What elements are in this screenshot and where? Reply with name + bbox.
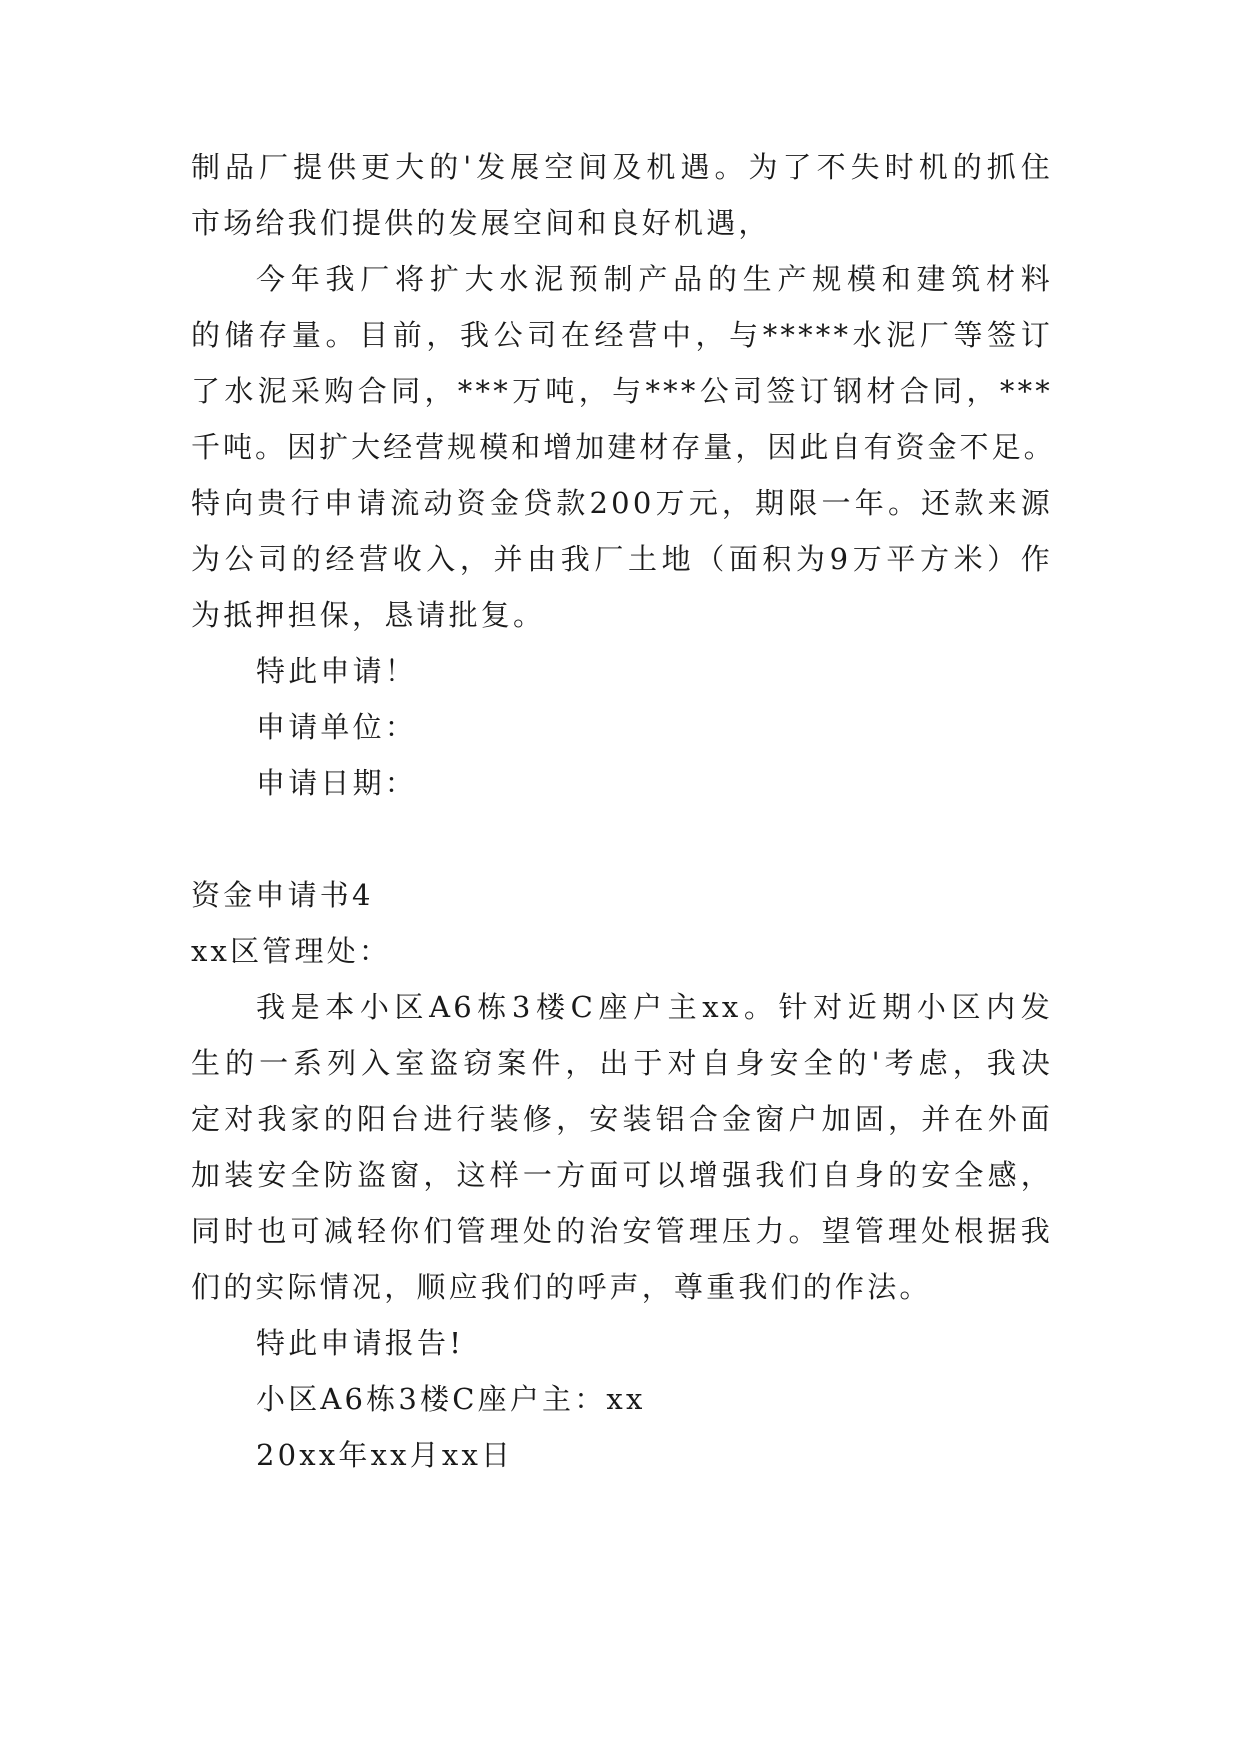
paragraph-line: 为公司的经营收入，并由我厂土地（面积为9万平方米）作 xyxy=(191,542,1053,576)
paragraph-line: 为抵押担保，恳请批复。 xyxy=(191,598,546,632)
paragraph-line: 今年我厂将扩大水泥预制产品的生产规模和建筑材料 xyxy=(256,262,1053,296)
signature: 小区A6栋3楼C座户主：xx xyxy=(256,1382,646,1416)
paragraph-line: 生的一系列入室盗窃案件，出于对自身安全的'考虑，我决 xyxy=(191,1046,1053,1080)
paragraph-line: 了水泥采购合同，***万吨，与***公司签订钢材合同，*** xyxy=(191,374,1053,408)
paragraph-line: 加装安全防盗窗，这样一方面可以增强我们自身的安全感， xyxy=(191,1158,1053,1192)
closing-text: 特此申请！ xyxy=(256,654,418,688)
paragraph-line: 特向贵行申请流动资金贷款200万元，期限一年。还款来源 xyxy=(191,486,1053,520)
paragraph-line: 制品厂提供更大的'发展空间及机遇。为了不失时机的抓住 xyxy=(191,150,1053,184)
paragraph-line: 定对我家的阳台进行装修，安装铝合金窗户加固，并在外面 xyxy=(191,1102,1053,1136)
paragraph-line: 市场给我们提供的发展空间和良好机遇， xyxy=(191,206,771,240)
paragraph-line: 我是本小区A6栋3楼C座户主xx。针对近期小区内发 xyxy=(256,990,1053,1024)
paragraph-line: 同时也可减轻你们管理处的治安管理压力。望管理处根据我 xyxy=(191,1214,1053,1248)
signature-date: 20xx年xx月xx日 xyxy=(256,1438,514,1472)
paragraph-line: 千吨。因扩大经营规模和增加建材存量，因此自有资金不足。 xyxy=(191,430,1053,464)
closing-text: 特此申请报告! xyxy=(256,1326,465,1360)
application-date-label: 申请日期： xyxy=(256,766,418,800)
paragraph-line: 的储存量。目前，我公司在经营中，与*****水泥厂等签订 xyxy=(191,318,1053,352)
section-title: 资金申请书4 xyxy=(191,878,374,912)
applicant-unit-label: 申请单位： xyxy=(256,710,418,744)
addressee: xx区管理处： xyxy=(191,934,392,968)
paragraph-line: 们的实际情况，顺应我们的呼声，尊重我们的作法。 xyxy=(191,1270,932,1304)
